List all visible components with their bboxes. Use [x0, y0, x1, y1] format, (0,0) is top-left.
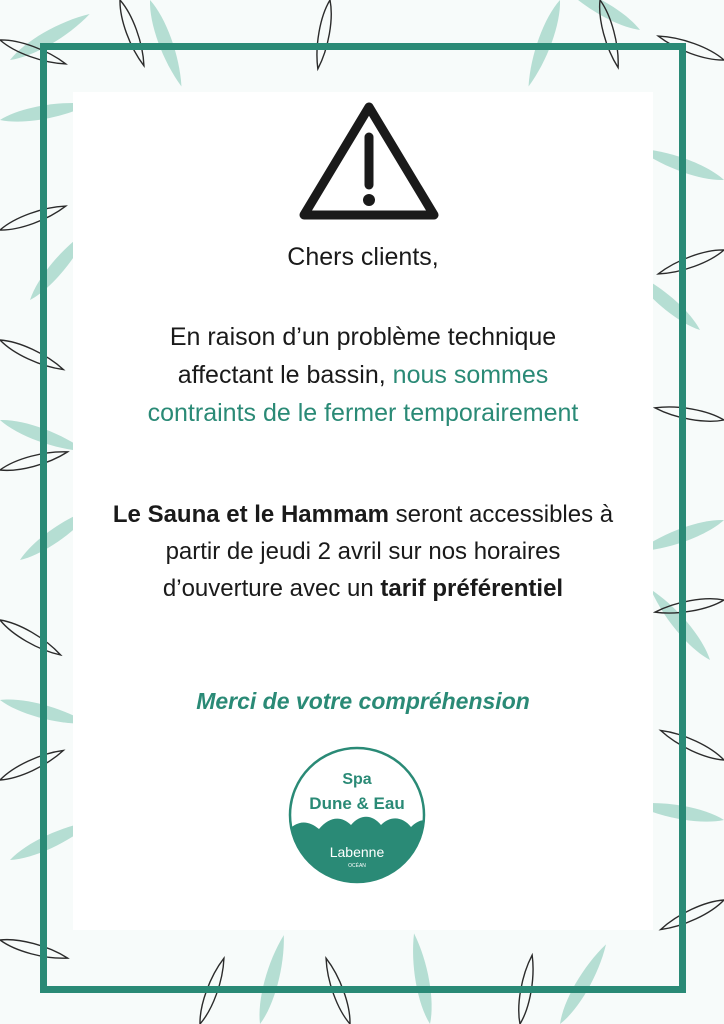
spa-dune-eau-logo	[287, 745, 427, 885]
svg-text:Labenne: Labenne	[329, 844, 385, 860]
closure-line-2: affectant le bassin, nous sommes	[177, 361, 549, 389]
svg-text:Dune & Eau: Dune & Eau	[309, 794, 405, 813]
greeting: Chers clients,	[287, 243, 439, 271]
sauna-line-1: Le Sauna et le Hammam seront accessibles à	[112, 501, 614, 528]
thanks-message: Merci de votre compréhension	[196, 688, 530, 714]
closure-notice	[73, 318, 653, 432]
svg-text:Spa: Spa	[342, 771, 372, 788]
sauna-hammam-notice	[73, 496, 653, 607]
warning-triangle-icon	[296, 99, 442, 225]
sauna-line-3: d’ouverture avec un tarif préférentiel	[162, 575, 564, 602]
closure-line-3: contraints de le fermer temporairement	[147, 399, 579, 427]
closure-line-1: En raison d’un problème technique	[169, 323, 557, 351]
sauna-line-2: partir de jeudi 2 avril sur nos horaires	[165, 538, 561, 565]
svg-text:OCÉAN: OCÉAN	[348, 863, 366, 869]
